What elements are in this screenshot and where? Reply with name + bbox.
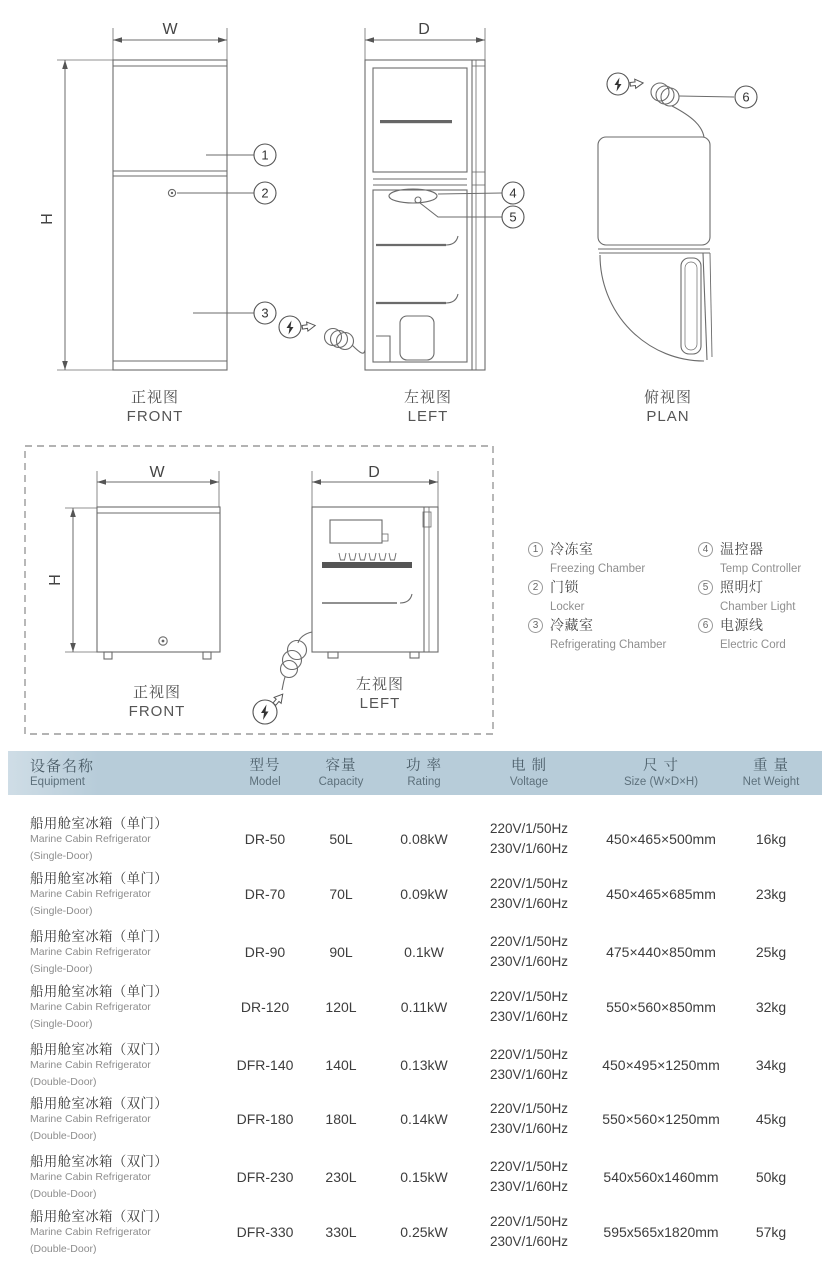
dim-d-label: D — [418, 21, 430, 38]
left-view-title — [358, 388, 498, 426]
header-size-zh: 尺 寸 — [642, 757, 680, 774]
svg-text:5: 5 — [509, 209, 517, 225]
equipment-name-zh: 船用舱室冰箱（单门） — [30, 984, 168, 999]
legend-num-circle: 2 — [528, 580, 543, 595]
dim-h-label-small: H — [47, 574, 64, 586]
header-weight — [738, 751, 804, 795]
cell-capacity: 180L — [325, 1111, 357, 1127]
callout-1 — [206, 144, 276, 166]
cell-rating: 0.15kW — [400, 1169, 448, 1185]
legend-zh: 照明灯 — [720, 579, 764, 595]
left-view-drawing — [365, 21, 524, 370]
power-plug-icon-plan — [607, 73, 644, 95]
voltage-line-1: 220V/1/50Hz — [489, 1047, 569, 1062]
cell-voltage — [468, 1149, 590, 1205]
voltage-line-2: 230V/1/60Hz — [489, 1179, 569, 1194]
cell-voltage — [468, 1091, 590, 1147]
equipment-name-zh: 船用舱室冰箱（单门） — [30, 816, 168, 831]
table-row — [0, 811, 830, 867]
front-view-title-zh: 正视图 — [130, 389, 179, 406]
cell-size: 450×465×500mm — [606, 831, 716, 847]
equipment-door-type: (Double-Door) — [30, 1129, 97, 1142]
equipment-name-zh: 船用舱室冰箱（单门） — [30, 929, 168, 944]
equipment-name-en: Marine Cabin Refrigerator — [30, 888, 151, 900]
header-weight-zh: 重 量 — [752, 757, 790, 774]
cell-size: 450×465×685mm — [606, 886, 716, 902]
cell-voltage — [468, 924, 590, 980]
svg-text:4: 4 — [509, 185, 517, 201]
compressor — [400, 316, 434, 360]
cell-weight: 25kg — [755, 944, 787, 960]
header-voltage-en: Voltage — [509, 775, 549, 788]
equipment-door-type: (Single-Door) — [30, 849, 93, 862]
cell-model: DFR-180 — [236, 1111, 294, 1127]
cell-size: 450×495×1250mm — [602, 1057, 720, 1073]
cell-capacity: 330L — [325, 1224, 357, 1240]
voltage-line-2: 230V/1/60Hz — [489, 1067, 569, 1082]
cell-weight: 32kg — [755, 999, 787, 1015]
cell-weight: 50kg — [755, 1169, 787, 1185]
voltage-line-2: 230V/1/60Hz — [489, 1121, 569, 1136]
legend-num-circle: 4 — [698, 542, 713, 557]
equipment-name-zh: 船用舱室冰箱（双门） — [30, 1209, 168, 1224]
legend-item — [698, 579, 795, 615]
equipment-door-type: (Double-Door) — [30, 1075, 97, 1088]
cell-equipment — [30, 1037, 235, 1093]
cell-weight: 45kg — [755, 1111, 787, 1127]
legend-item — [528, 579, 585, 615]
cell-voltage — [468, 866, 590, 922]
equipment-door-type: (Double-Door) — [30, 1187, 97, 1200]
header-model — [225, 751, 305, 795]
small-front-title-en: FRONT — [128, 703, 186, 720]
svg-text:1: 1 — [261, 147, 269, 163]
dim-h-label: H — [39, 213, 56, 225]
header-rating-en: Rating — [407, 775, 441, 788]
cell-size: 550×560×1250mm — [602, 1111, 720, 1127]
legend-en: Temp Controller — [720, 563, 802, 575]
header-model-en: Model — [249, 775, 281, 788]
svg-text:2: 2 — [261, 185, 269, 201]
cell-weight: 23kg — [755, 886, 787, 902]
header-equipment — [30, 751, 235, 795]
header-size — [588, 751, 734, 795]
cell-capacity: 120L — [325, 999, 357, 1015]
voltage-line-2: 230V/1/60Hz — [489, 954, 569, 969]
front-view-drawing — [39, 21, 276, 370]
temp-controller-lamp — [389, 189, 437, 203]
cell-weight: 57kg — [755, 1224, 787, 1240]
cell-equipment — [30, 979, 235, 1035]
dim-d-label-small: D — [368, 464, 380, 481]
table-row — [0, 1091, 830, 1147]
legend-num-circle: 3 — [528, 618, 543, 633]
header-rating — [380, 751, 468, 795]
legend-zh: 温控器 — [720, 541, 764, 557]
equipment-door-type: (Single-Door) — [30, 1017, 93, 1030]
cell-capacity: 230L — [325, 1169, 357, 1185]
legend-en: Chamber Light — [720, 601, 796, 613]
small-front-view-title — [87, 683, 227, 721]
table-row — [0, 1149, 830, 1205]
plan-view-title-en: PLAN — [646, 408, 690, 425]
equipment-name-en: Marine Cabin Refrigerator — [30, 946, 151, 958]
cell-rating: 0.08kW — [400, 831, 448, 847]
table-header — [0, 751, 830, 795]
door-lock-icon-small — [159, 637, 167, 645]
header-capacity — [303, 751, 379, 795]
cell-model: DFR-230 — [236, 1169, 294, 1185]
table-row — [0, 1204, 830, 1260]
plan-view-title — [598, 388, 738, 426]
legend-en: Refrigerating Chamber — [550, 639, 667, 651]
voltage-line-1: 220V/1/50Hz — [489, 934, 569, 949]
equipment-name-en: Marine Cabin Refrigerator — [30, 1226, 151, 1238]
header-size-en: Size (W×D×H) — [623, 775, 699, 788]
cell-model: DR-50 — [244, 831, 286, 847]
small-left-title-zh: 左视图 — [355, 676, 404, 693]
legend-num-circle: 6 — [698, 618, 713, 633]
front-view-title — [85, 388, 225, 426]
legend-num-circle: 5 — [698, 580, 713, 595]
cell-size: 540x560x1460mm — [603, 1169, 719, 1185]
door-swing-arc — [600, 255, 704, 361]
cell-rating: 0.13kW — [400, 1057, 448, 1073]
voltage-line-2: 230V/1/60Hz — [489, 896, 569, 911]
power-plug-icon — [279, 316, 316, 338]
cell-voltage — [468, 1204, 590, 1260]
left-view-title-en: LEFT — [407, 408, 449, 425]
voltage-line-1: 220V/1/50Hz — [489, 1159, 569, 1174]
left-view-title-zh: 左视图 — [403, 389, 452, 406]
door-lock-icon — [168, 189, 175, 196]
power-plug-icon-small — [253, 691, 286, 724]
table-row — [0, 1037, 830, 1093]
equipment-name-en: Marine Cabin Refrigerator — [30, 1001, 151, 1013]
voltage-line-1: 220V/1/50Hz — [489, 1101, 569, 1116]
cell-rating: 0.11kW — [400, 999, 448, 1015]
header-weight-en: Net Weight — [742, 775, 800, 788]
legend-item — [698, 541, 801, 577]
legend-en: Freezing Chamber — [550, 563, 646, 575]
cell-rating: 0.1kW — [404, 944, 444, 960]
legend-item — [528, 617, 666, 653]
equipment-name-en: Marine Cabin Refrigerator — [30, 1059, 151, 1071]
cell-equipment — [30, 1204, 235, 1260]
header-voltage-zh: 电 制 — [510, 757, 548, 774]
legend-zh: 冷藏室 — [550, 617, 594, 633]
cell-model: DR-90 — [244, 944, 286, 960]
cell-voltage — [468, 1037, 590, 1093]
voltage-line-1: 220V/1/50Hz — [489, 821, 569, 836]
equipment-name-zh: 船用舱室冰箱（双门） — [30, 1096, 168, 1111]
voltage-line-2: 230V/1/60Hz — [489, 841, 569, 856]
cell-voltage — [468, 811, 590, 867]
header-rating-zh: 功 率 — [405, 757, 443, 774]
cell-weight: 34kg — [755, 1057, 787, 1073]
equipment-door-type: (Double-Door) — [30, 1242, 97, 1255]
cell-equipment — [30, 1149, 235, 1205]
cell-capacity: 140L — [325, 1057, 357, 1073]
cell-size: 475×440×850mm — [606, 944, 716, 960]
legend-item — [698, 617, 786, 653]
header-equipment-zh: 设备名称 — [30, 757, 95, 775]
cell-rating: 0.14kW — [400, 1111, 448, 1127]
door-handle — [681, 258, 701, 354]
small-front-view-drawing — [47, 464, 220, 659]
voltage-line-2: 230V/1/60Hz — [489, 1234, 569, 1249]
equipment-name-zh: 船用舱室冰箱（双门） — [30, 1042, 168, 1057]
cell-equipment — [30, 866, 235, 922]
equipment-door-type: (Single-Door) — [30, 904, 93, 917]
legend-zh: 冷冻室 — [550, 541, 594, 557]
voltage-line-1: 220V/1/50Hz — [489, 1214, 569, 1229]
header-model-zh: 型号 — [249, 757, 281, 774]
voltage-line-2: 230V/1/60Hz — [489, 1009, 569, 1024]
legend-en: Locker — [550, 601, 585, 613]
front-view-title-en: FRONT — [126, 408, 184, 425]
cell-capacity: 90L — [329, 944, 353, 960]
small-front-title-zh: 正视图 — [132, 684, 181, 701]
table-row — [0, 924, 830, 980]
legend-num-circle: 1 — [528, 542, 543, 557]
power-cord-coil-small — [281, 632, 313, 690]
cell-model: DFR-330 — [236, 1224, 294, 1240]
cell-rating: 0.25kW — [400, 1224, 448, 1240]
voltage-line-1: 220V/1/50Hz — [489, 876, 569, 891]
callout-6 — [679, 86, 757, 108]
cell-weight: 16kg — [755, 831, 787, 847]
power-cord-coil — [325, 329, 366, 354]
equipment-door-type: (Single-Door) — [30, 962, 93, 975]
cell-model: DR-120 — [240, 999, 290, 1015]
cell-model: DFR-140 — [236, 1057, 294, 1073]
equipment-name-en: Marine Cabin Refrigerator — [30, 833, 151, 845]
plan-view-title-zh: 俯视图 — [643, 389, 692, 406]
header-capacity-en: Capacity — [318, 775, 364, 788]
cell-voltage — [468, 979, 590, 1035]
cell-equipment — [30, 1091, 235, 1147]
dim-w-label-small: W — [149, 464, 165, 481]
header-equipment-en: Equipment — [30, 775, 85, 788]
cell-equipment — [30, 811, 235, 867]
cell-rating: 0.09kW — [400, 886, 448, 902]
legend-en: Electric Cord — [720, 639, 786, 651]
legend-item — [528, 541, 645, 577]
cell-capacity: 50L — [329, 831, 353, 847]
small-left-title-en: LEFT — [359, 695, 401, 712]
equipment-name-zh: 船用舱室冰箱（双门） — [30, 1154, 168, 1169]
cell-capacity: 70L — [329, 886, 353, 902]
cell-equipment — [30, 924, 235, 980]
cell-size: 550×560×850mm — [606, 999, 716, 1015]
equipment-name-zh: 船用舱室冰箱（单门） — [30, 871, 168, 886]
callout-3 — [193, 302, 276, 324]
cell-model: DR-70 — [244, 886, 286, 902]
voltage-line-1: 220V/1/50Hz — [489, 989, 569, 1004]
equipment-name-en: Marine Cabin Refrigerator — [30, 1113, 151, 1125]
svg-text:6: 6 — [742, 89, 750, 105]
table-row — [0, 866, 830, 922]
legend-zh: 电源线 — [720, 617, 764, 633]
svg-text:3: 3 — [261, 305, 269, 321]
dim-w-label: W — [162, 21, 178, 38]
small-left-view-title — [310, 675, 450, 713]
equipment-name-en: Marine Cabin Refrigerator — [30, 1171, 151, 1183]
cell-size: 595x565x1820mm — [603, 1224, 719, 1240]
legend-zh: 门锁 — [550, 579, 579, 595]
power-cord-coil-plan — [651, 83, 704, 137]
table-row — [0, 979, 830, 1035]
plan-view-drawing — [598, 73, 757, 361]
header-capacity-zh: 容量 — [325, 757, 357, 774]
header-voltage — [468, 751, 590, 795]
